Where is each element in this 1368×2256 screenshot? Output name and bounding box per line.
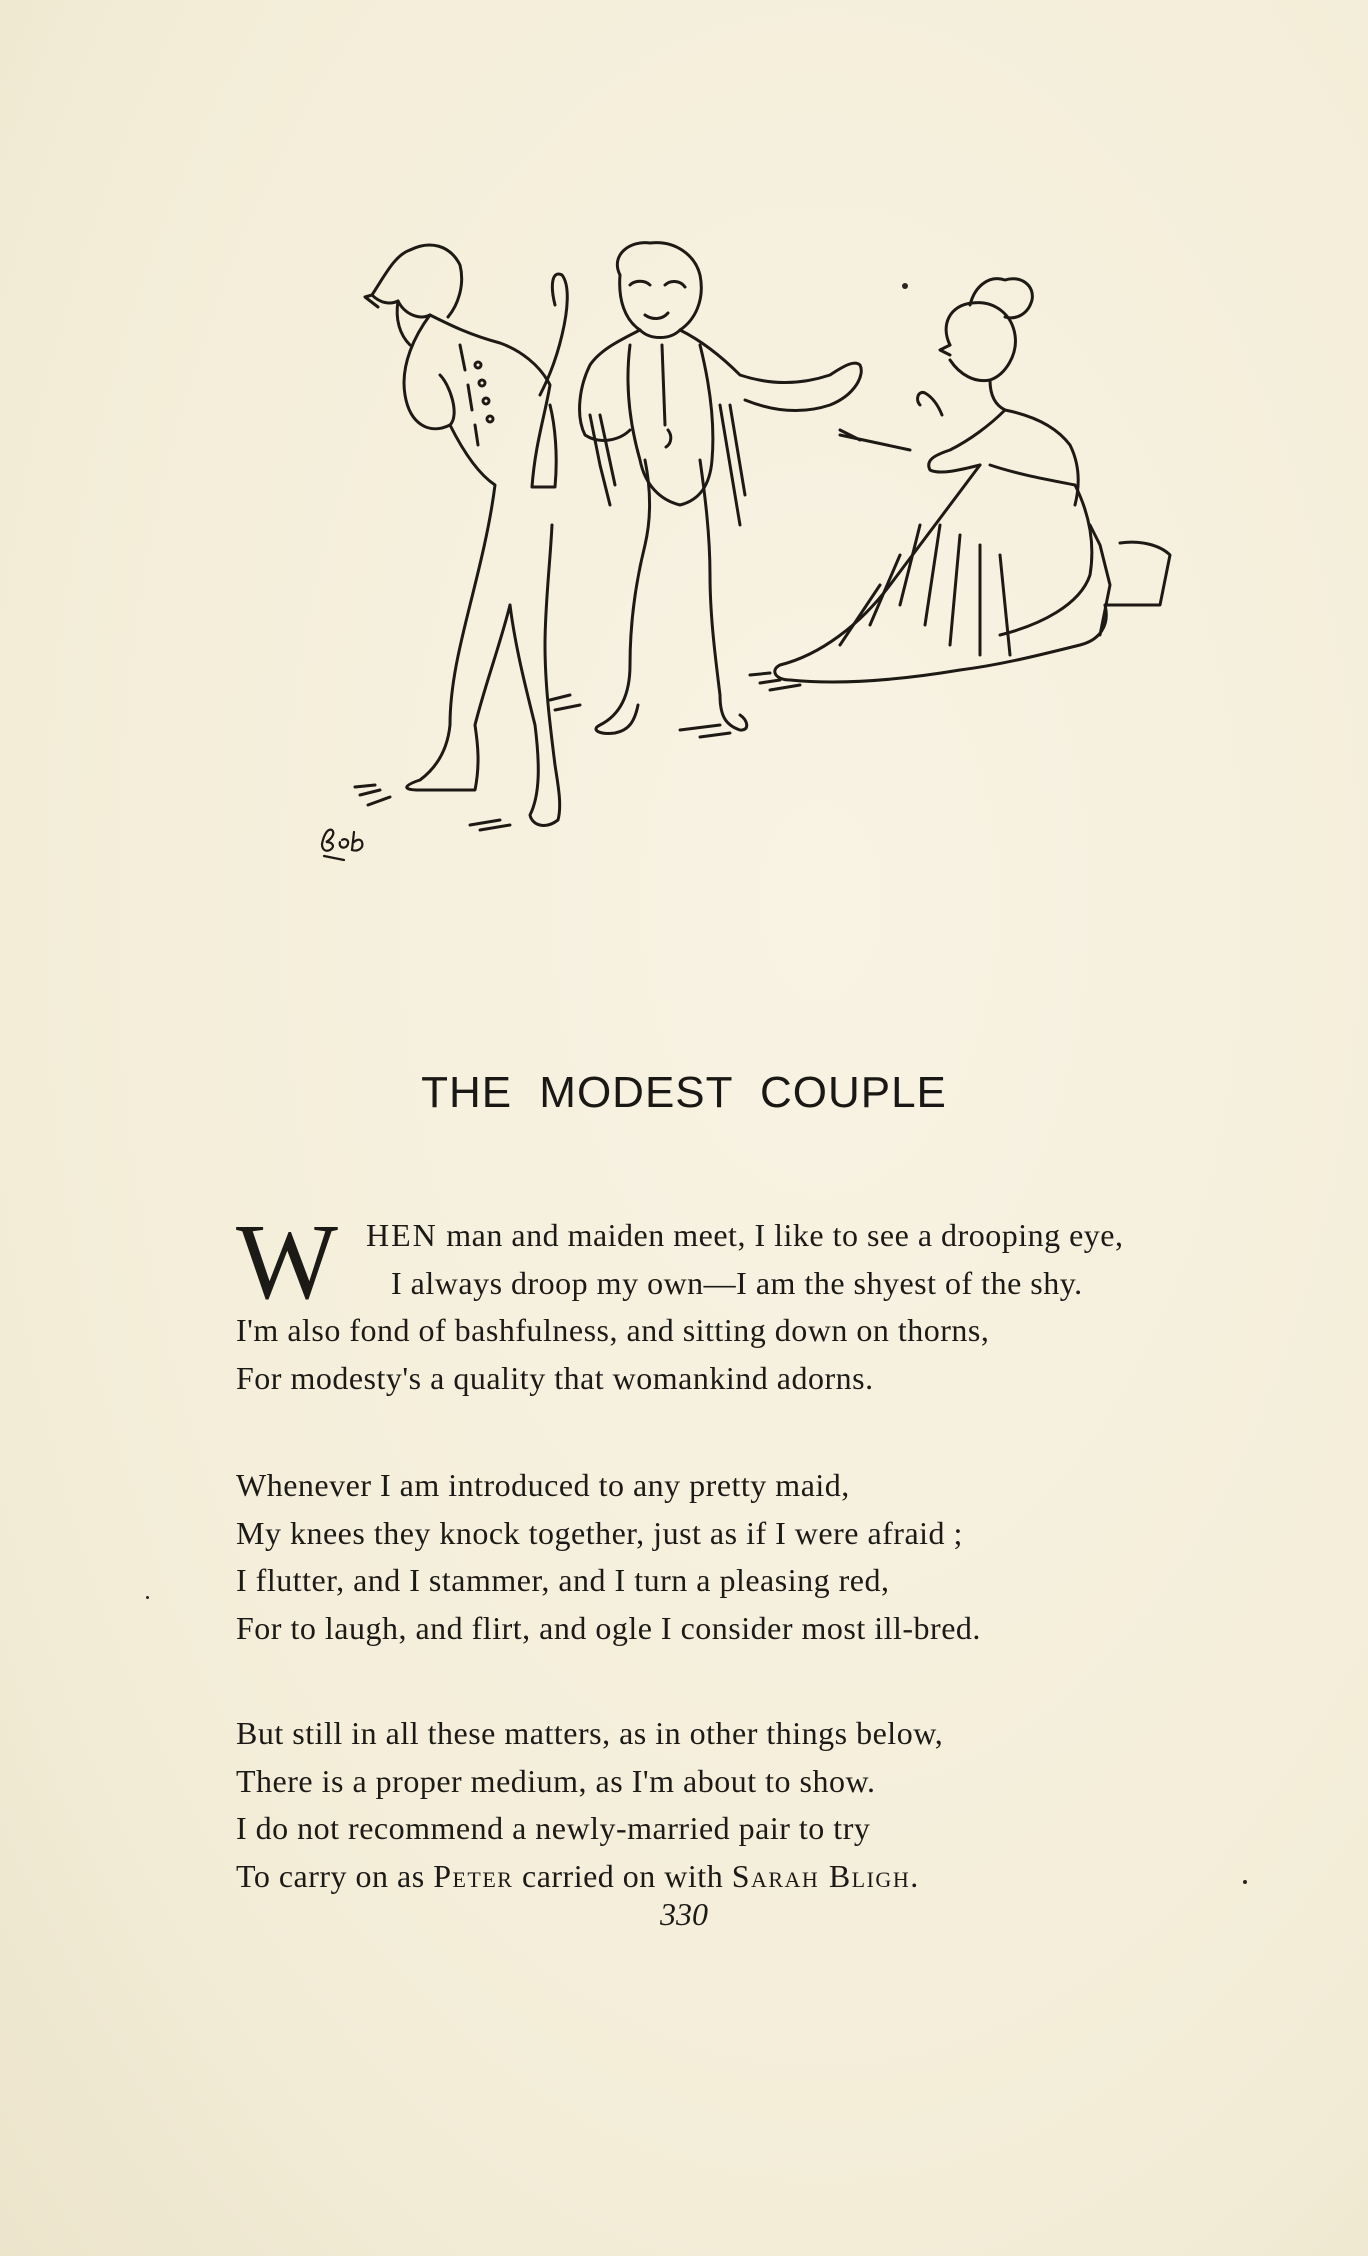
ink-speck bbox=[902, 283, 908, 289]
character-name: Sarah Bligh bbox=[731, 1857, 911, 1894]
drop-cap: W bbox=[236, 1203, 338, 1322]
stanza-2 bbox=[236, 1462, 981, 1652]
character-name: Peter bbox=[433, 1857, 514, 1894]
page-title: THE MODEST COUPLE bbox=[421, 1068, 947, 1117]
ink-speck bbox=[146, 1596, 149, 1599]
line-text: man and maiden meet, I like to see a drooping eye, bbox=[437, 1217, 1124, 1253]
line-text: carried on with bbox=[513, 1857, 732, 1894]
poem-line: I do not recommend a newly-married pair to try bbox=[236, 1810, 871, 1846]
poem-line: For to laugh, and flirt, and ogle I consider most ill-bred. bbox=[236, 1609, 981, 1646]
line-text: To carry on as bbox=[236, 1857, 434, 1894]
poem-line: I'm also fond of bashfulness, and sitting down on thorns, bbox=[236, 1312, 990, 1348]
illustration-icon bbox=[300, 225, 1240, 905]
poem-line: Whenever I am introduced to any pretty maid, bbox=[236, 1467, 850, 1503]
line-text: . bbox=[910, 1857, 919, 1894]
poem-line: There is a proper medium, as I'm about to show. bbox=[236, 1762, 876, 1799]
poem-line: For modesty's a quality that womankind adorns. bbox=[236, 1359, 874, 1396]
illustration bbox=[300, 225, 1240, 905]
poem-line bbox=[236, 1212, 1123, 1260]
poem-line: I flutter, and I stammer, and I turn a pleasing red, bbox=[236, 1562, 890, 1598]
lead-caps: HEN bbox=[366, 1217, 438, 1253]
poem-line: My knees they knock together, just as if I were afraid ; bbox=[236, 1514, 963, 1551]
stanza-3 bbox=[236, 1710, 943, 1900]
ink-speck bbox=[1243, 1880, 1247, 1884]
poem-line: I always droop my own—I am the shyest of the shy. bbox=[391, 1264, 1083, 1301]
stanza-1 bbox=[236, 1203, 1124, 1402]
signature-icon bbox=[318, 822, 378, 862]
artist-signature bbox=[318, 822, 378, 862]
poem-line: But still in all these matters, as in other things below, bbox=[236, 1715, 944, 1751]
poem-line bbox=[236, 1853, 943, 1901]
page-number: 330 bbox=[660, 1896, 708, 1932]
